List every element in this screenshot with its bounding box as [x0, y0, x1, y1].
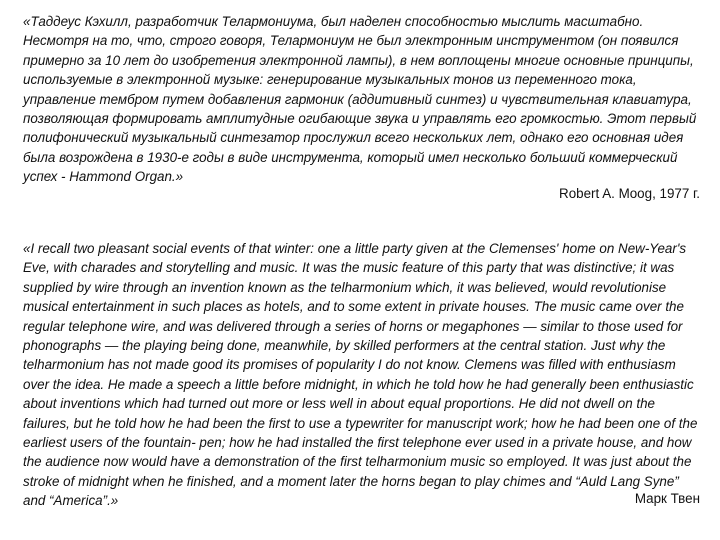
quote-author-moog: Robert A. Moog, 1977 г.	[559, 186, 700, 201]
quote-moog: «Таддеус Кэхилл, разработчик Телармониума, был наделен способностью мыслить масштабно. Несмотря на то, что, строго говоря, Телармониум не был электронным инструментом (он появился примерно за 10 лет до изобретения электронной лампы), в нем воплощены многие основные принципы, используемые в электронной музыке: генерирование музыкальных тонов из переменного тока, управление тембром путем добавления гармоник (аддитивный синтез) и чувствительная клавиатура, позволяющая формировать амплитудные огибающие звука и управлять его громкостью. Этот первый полифонический музыкальный синтезатор прослужил всего нескольких лет, однако его основная идея была возрождена в 1930-е годы в виде инструмента, который имел несколько больший коммерческий успех - Hammond Organ.»	[23, 14, 697, 185]
quote-twain: «I recall two pleasant social events of that winter: one a little party given at the Clemenses' home on New-Year's Eve, with charades and storytelling and music. It was the music feature of this party that was distinctive; it was supplied by wire through an invention known as the telharmonium which, it was believed, would revolutionise musical entertainment in such places as hotels, and to some extent in private houses. The music came over the regular telephone wire, and was delivered through a series of horns or megaphones — similar to those used for phonographs — the playing being done, meanwhile, by skilled performers at the central station. Just why the telharmonium has not made good its promises of popularity I do not know. Clemens was filled with enthusiasm over the idea. He made a speech a little before midnight, in which he told how he had generally been enthusiastic about inventions which had turned out more or less well in about equal proportions. He did not dwell on the failures, but he told how he had been the first to use a typewriter for manuscript work; how he had been one of the earliest users of the fountain- pen; how he had installed the first telephone ever used in a private house, and how the audience now would have a demonstration of the first telharmonium music so employed. It was just about the stroke of midnight when he finished, and a moment later the horns began to play chimes and “Auld Lang Syne” and “America”.»	[23, 241, 698, 509]
quote-author-twain: Марк Твен	[634, 491, 700, 506]
